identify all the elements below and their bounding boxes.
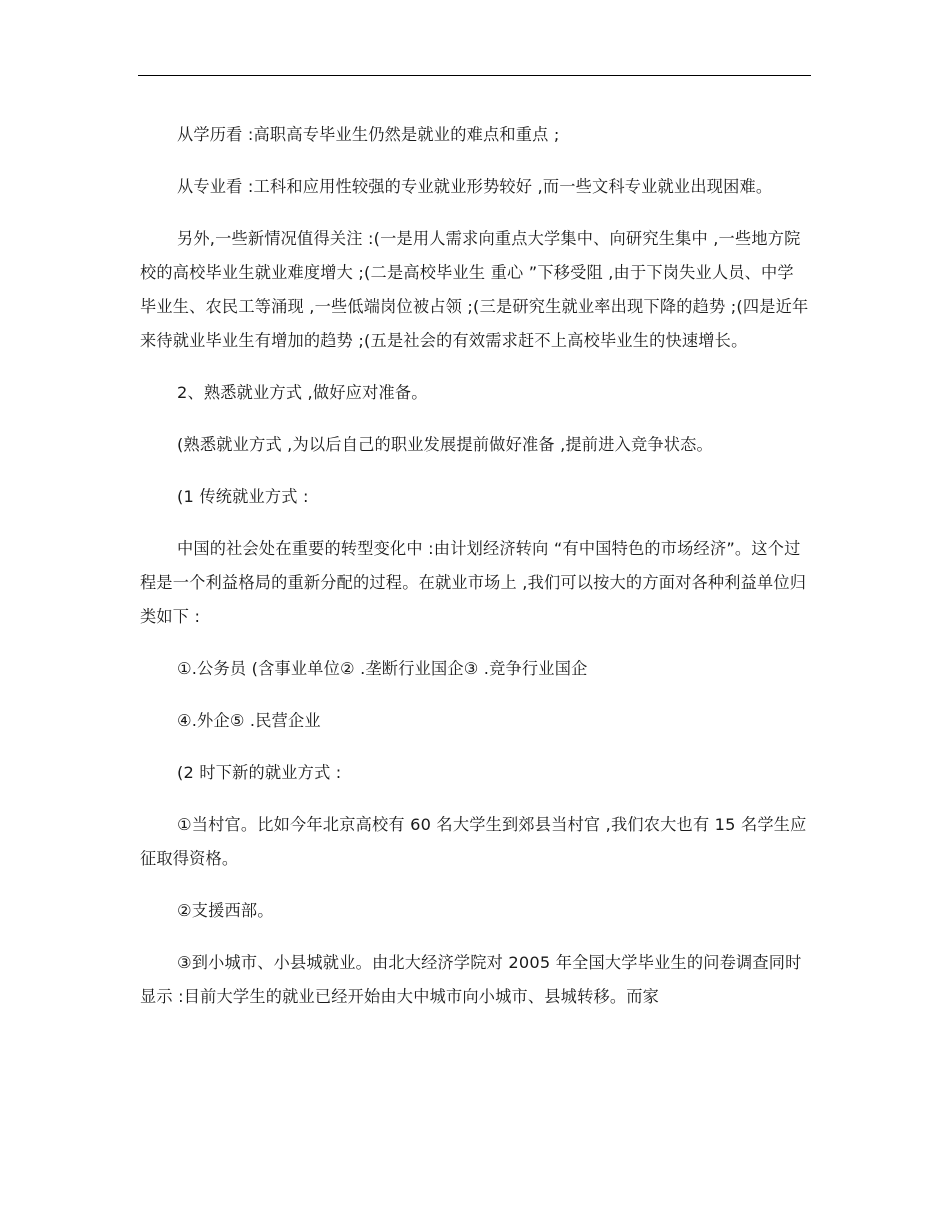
paragraph-familiarize: (熟悉就业方式 ,为以后自己的职业发展提前做好准备 ,提前进入竞争状态。	[177, 435, 713, 454]
list-item-village-official: ①当村官。比如今年北京高校有 60 名大学生到郊县当村官 ,我们农大也有 15 名学生应征取得资格。	[140, 815, 807, 868]
section-heading-employment-methods: 2、熟悉就业方式 ,做好应对准备。	[177, 383, 428, 402]
paragraph-major: 从专业看 :工科和应用性较强的专业就业形势较好 ,而一些文科专业就业出现困难。	[177, 177, 773, 196]
paragraph-transition: 中国的社会处在重要的转型变化中 :由计划经济转向 “有中国特色的市场经济”。这个过程是一个利益格局的重新分配的过程。在就业市场上 ,我们可以按大的方面对各种利益单位归类如下 :	[140, 539, 807, 626]
paragraph-education: 从学历看 :高职高专毕业生仍然是就业的难点和重点 ;	[177, 125, 560, 144]
header-rule	[138, 75, 811, 76]
subheading-traditional: (1 传统就业方式 :	[177, 487, 309, 506]
document-body	[140, 118, 810, 1032]
list-item-small-cities: ③到小城市、小县城就业。由北大经济学院对 2005 年全国大学毕业生的问卷调查同时显示 :目前大学生的就业已经开始由大中城市向小城市、县城转移。而家	[140, 953, 802, 1006]
paragraph-new-situations: 另外,一些新情况值得关注 :(一是用人需求向重点大学集中、向研究生集中 ,一些地方院校的高校毕业生就业难度增大 ;(二是高校毕业生 重心 ”下移受阻 ,由于下岗失业人员、中学毕业生、农民工等涌现 ,一些低端岗位被占领 ;(三是研究生就业率出现下降的趋势 ;(四是近年来待就业毕业生有增加的趋势 ;(五是社会的有效需求赶不上高校毕业生的快速增长。	[140, 229, 809, 350]
list-item-categories-2: ④.外企⑤ .民营企业	[177, 711, 321, 730]
list-item-categories-1: ①.公务员 (含事业单位② .垄断行业国企③ .竞争行业国企	[177, 659, 588, 678]
list-item-support-west: ②支援西部。	[177, 901, 274, 920]
subheading-new-methods: (2 时下新的就业方式 :	[177, 763, 342, 782]
